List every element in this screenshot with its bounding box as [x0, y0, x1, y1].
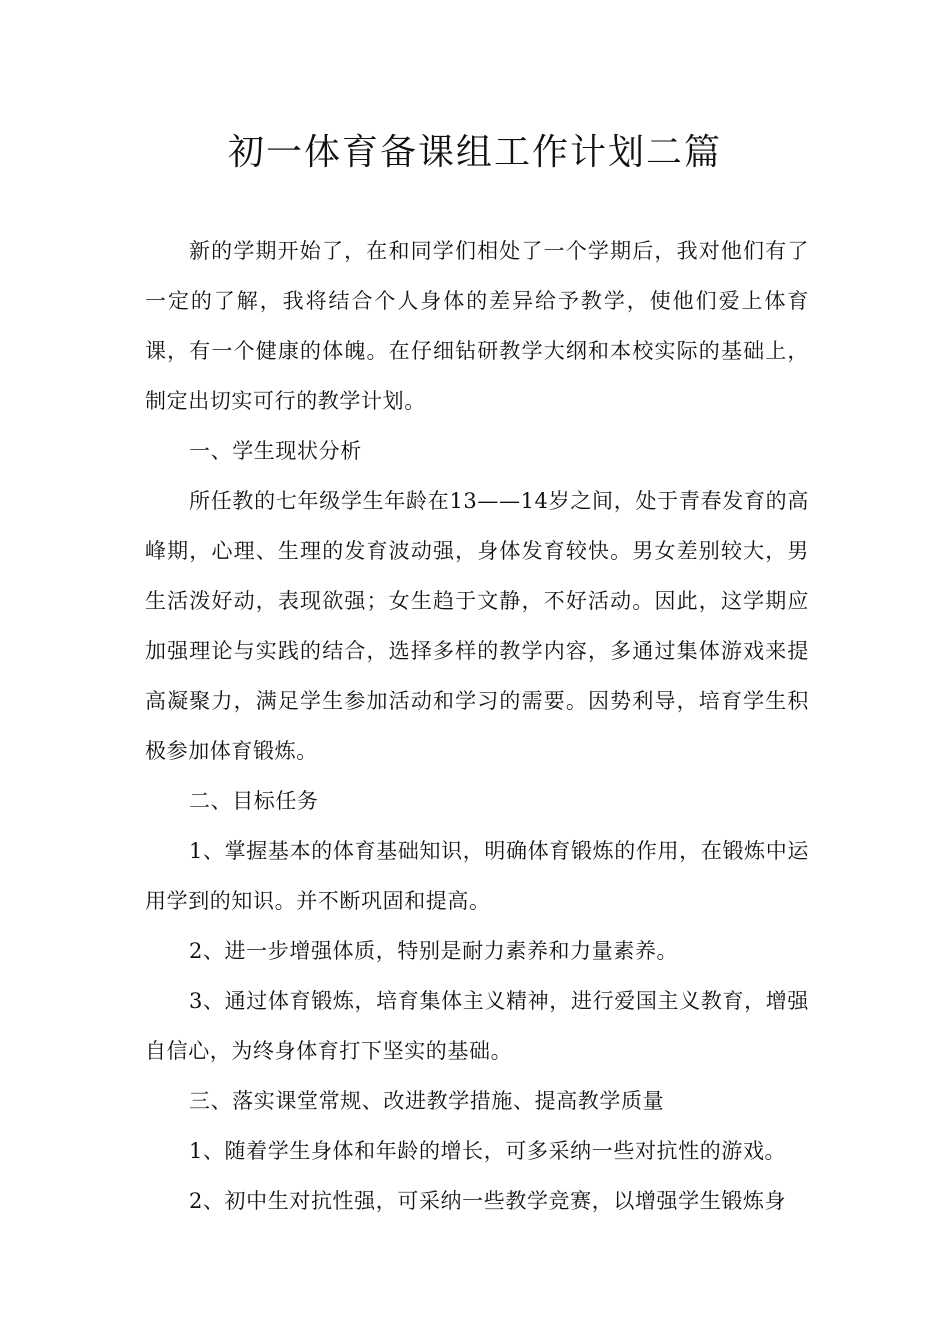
document-title: 初一体育备课组工作计划二篇: [227, 132, 722, 173]
section-heading-goals: 二、目标任务: [189, 789, 319, 813]
intro-paragraph: 新的学期开始了，在和同学们相处了一个学期后，我对他们有了一定的了解，我将结合个人身体的差异给予教学，使他们爱上体育课，有一个健康的体魄。在仔细钻研教学大纲和本校实际的基础上，制定出切实可行的教学计划。: [145, 239, 809, 413]
measure-item-1: 1、随着学生身体和年龄的增长，可多采纳一些对抗性的游戏。: [189, 1139, 787, 1163]
section-heading-classroom-measures: 三、落实课堂常规、改进教学措施、提高教学质量: [189, 1089, 665, 1113]
measure-item-2: 2、初中生对抗性强，可采纳一些教学竞赛，以增强学生锻炼身: [189, 1189, 787, 1213]
goal-item-3: 3、通过体育锻炼，培育集体主义精神，进行爱国主义教育，增强自信心，为终身体育打下坚实的基础。: [145, 989, 809, 1063]
goal-item-2: 2、进一步增强体质，特别是耐力素养和力量素养。: [189, 939, 679, 963]
goal-item-1: 1、掌握基本的体育基础知识，明确体育锻炼的作用，在锻炼中运用学到的知识。并不断巩固和提高。: [145, 839, 809, 913]
document-body: [145, 226, 809, 1226]
student-analysis-paragraph: 所任教的七年级学生年龄在13——14岁之间，处于青春发育的高峰期，心理、生理的发育波动强，身体发育较快。男女差别较大，男生活泼好动，表现欲强；女生趋于文静，不好活动。因此，这学期应加强理论与实践的结合，选择多样的教学内容，多通过集体游戏来提高凝聚力，满足学生参加活动和学习的需要。因势利导，培育学生积极参加体育锻炼。: [145, 489, 809, 763]
section-heading-student-analysis: 一、学生现状分析: [189, 439, 362, 463]
